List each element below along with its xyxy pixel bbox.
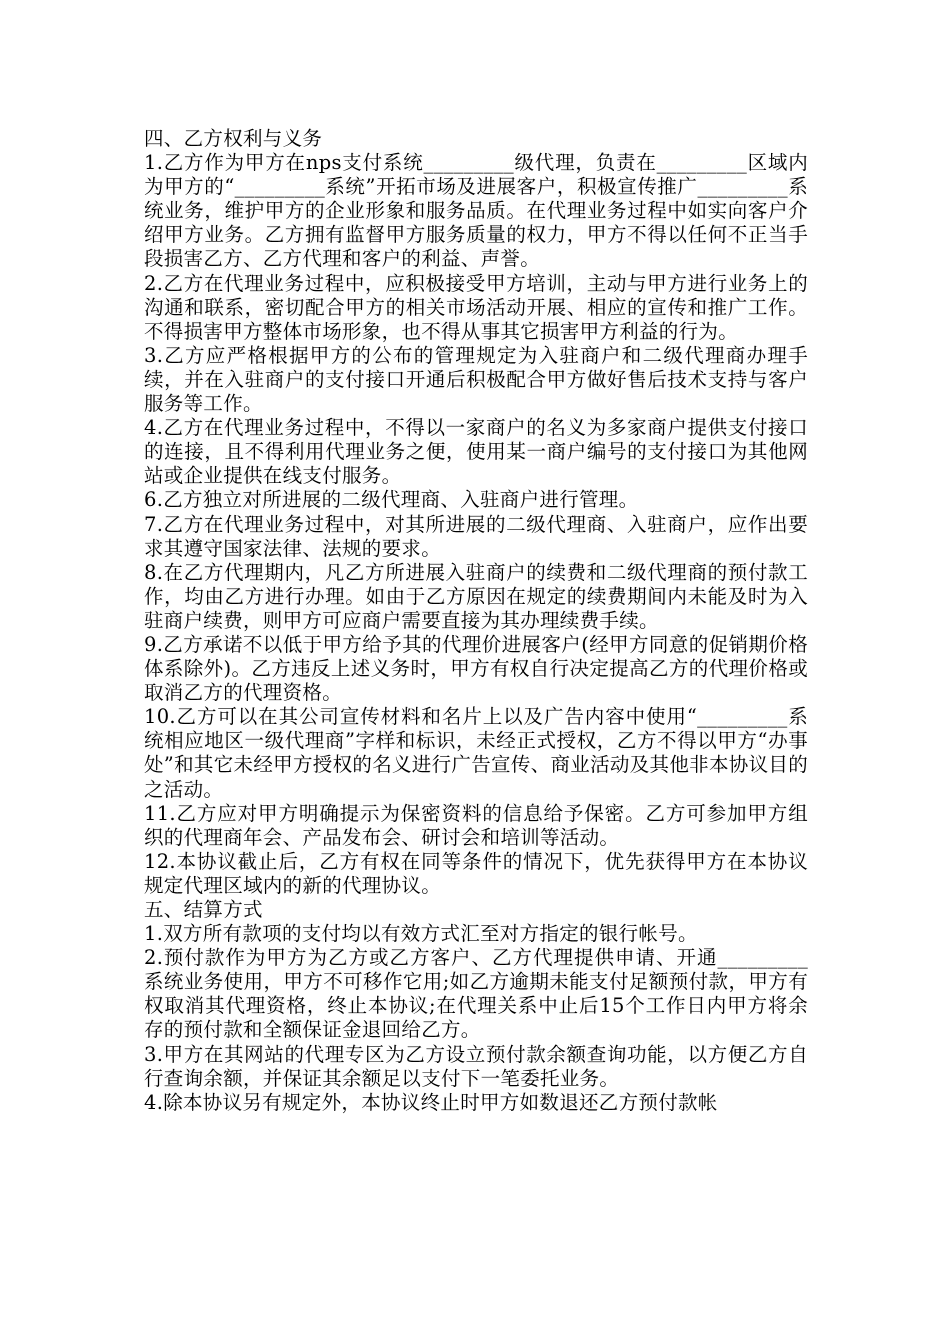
clause-4-11: 11.乙方应对甲方明确提示为保密资料的信息给予保密。乙方可参加甲方组织的代理商年会、产品发布会、研讨会和培训等活动。 <box>144 801 808 849</box>
clause-4-3: 3.乙方应严格根据甲方的公布的管理规定为入驻商户和二级代理商办理手续，并在入驻商户的支付接口开通后积极配合甲方做好售后技术支持与客户服务等工作。 <box>144 343 808 416</box>
section-4-heading: 四、乙方权利与义务 <box>144 127 323 150</box>
clause-4-8: 8.在乙方代理期内，凡乙方所进展入驻商户的续费和二级代理商的预付款工作，均由乙方进行办理。如由于乙方原因在规定的续费期间内未能及时为入驻商户续费，则甲方可应商户需要直接为其办理续费手续。 <box>144 560 808 632</box>
document-page <box>144 127 808 1115</box>
clause-4-9: 9.乙方承诺不以低于甲方给予其的代理价进展客户(经甲方同意的促销期价格体系除外)。乙方违反上述义务时，甲方有权自行决定提高乙方的代理价格或取消乙方的代理资格。 <box>144 632 808 705</box>
clause-4-1: 1.乙方作为甲方在nps支付系统_________级代理，负责在_________区域内为甲方的“_________系统”开拓市场及进展客户，积极宣传推广_________系统业务，维护甲方的企业形象和服务品质。在代理业务过程中如实向客户介绍甲方业务。乙方拥有监督甲方服务质量的权力，甲方不得以任何不正当手段损害乙方、乙方代理和客户的利益、声誉。 <box>144 151 808 271</box>
clause-4-2: 2.乙方在代理业务过程中，应积极接受甲方培训，主动与甲方进行业务上的沟通和联系，密切配合甲方的相关市场活动开展、相应的宣传和推广工作。不得损害甲方整体市场形象，也不得从事其它损害甲方利益的行为。 <box>144 271 808 343</box>
section-5-heading: 五、结算方式 <box>144 898 263 921</box>
clause-5-2: 2.预付款作为甲方为乙方或乙方客户、乙方代理提供申请、开通_________系统业务使用，甲方不可移作它用;如乙方逾期未能支付足额预付款，甲方有权取消其代理资格，终止本协议;在代理关系中止后15个工作日内甲方将余存的预付款和全额保证金退回给乙方。 <box>144 946 808 1042</box>
clause-5-4: 4.除本协议另有规定外，本协议终止时甲方如数退还乙方预付款帐 <box>144 1090 718 1114</box>
clause-4-10: 10.乙方可以在其公司宣传材料和名片上以及广告内容中使用“_________系统相应地区一级代理商”字样和标识，未经正式授权，乙方不得以甲方“办事处”和其它未经甲方授权的名义进行广告宣传、商业活动及其他非本协议目的之活动。 <box>144 705 808 801</box>
clause-4-12: 12.本协议截止后，乙方有权在同等条件的情况下，优先获得甲方在本协议规定代理区域内的新的代理协议。 <box>144 849 808 897</box>
clause-5-3: 3.甲方在其网站的代理专区为乙方设立预付款余额查询功能，以方便乙方自行查询余额，并保证其余额足以支付下一笔委托业务。 <box>144 1042 808 1090</box>
clause-4-6: 6.乙方独立对所进展的二级代理商、入驻商户进行管理。 <box>144 488 639 512</box>
clause-4-7: 7.乙方在代理业务过程中，对其所进展的二级代理商、入驻商户，应作出要求其遵守国家法律、法规的要求。 <box>144 512 808 560</box>
clause-4-4: 4.乙方在代理业务过程中，不得以一家商户的名义为多家商户提供支付接口的连接，且不得利用代理业务之便，使用某一商户编号的支付接口为其他网站或企业提供在线支付服务。 <box>144 416 808 488</box>
clause-5-1: 1.双方所有款项的支付均以有效方式汇至对方指定的银行帐号。 <box>144 922 698 946</box>
